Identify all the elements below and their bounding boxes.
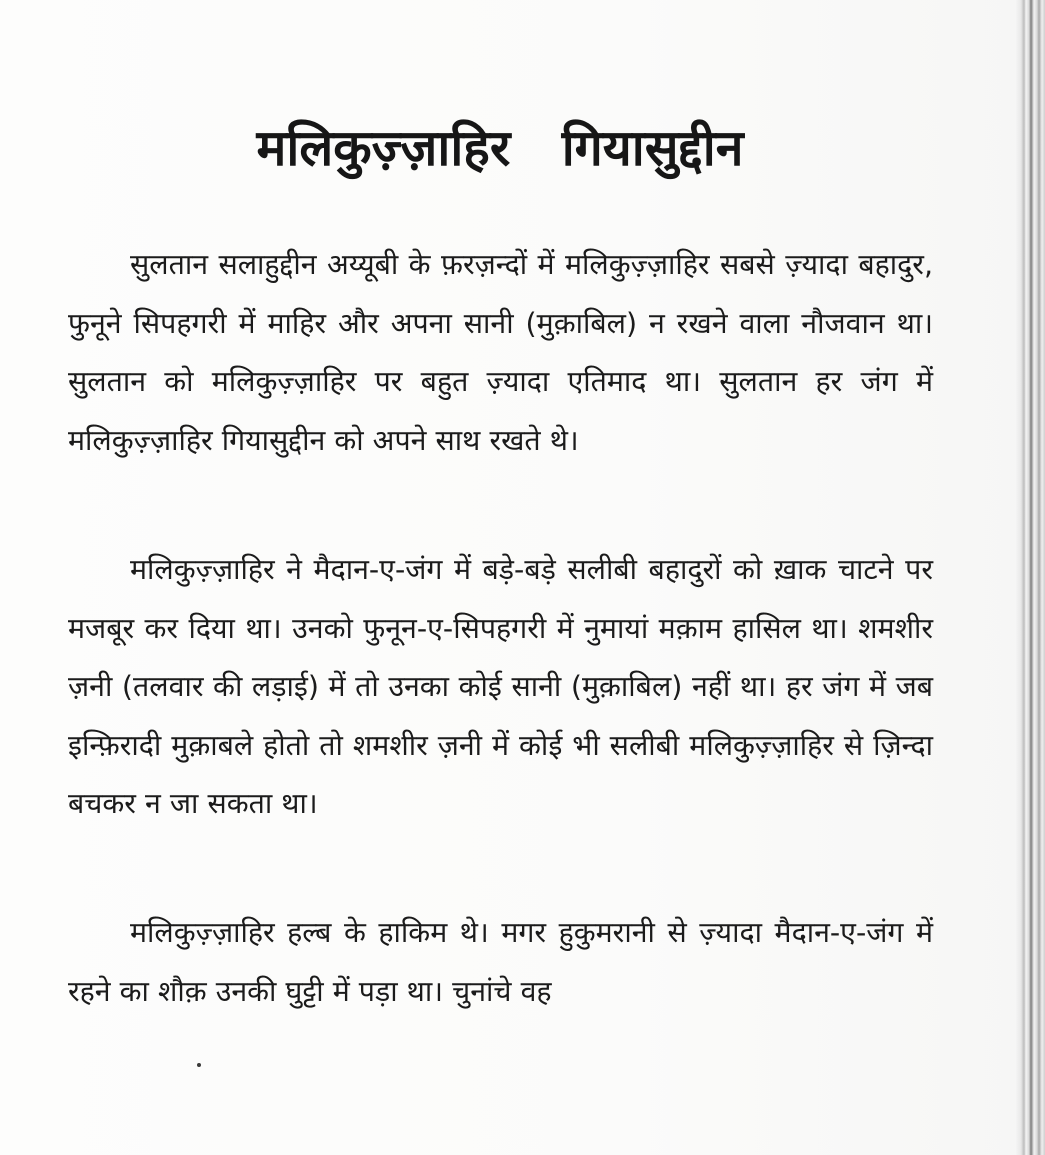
book-spine-edge bbox=[1015, 0, 1045, 1155]
chapter-title: मलिकुज़्ज़ाहिर गियासुद्दीन bbox=[256, 118, 744, 177]
paragraph-1: सुलतान सलाहुद्दीन अय्यूबी के फ़रज़न्दों में मलिकुज़्ज़ाहिर सबसे ज़्यादा बहादुर, फुनूने सिपहगरी में माहिर और अपना सानी (मुक़ाबिल) न रखने वाला नौजवान था। सुलतान को मलिकुज़्ज़ाहिर पर बहुत ज़्यादा एतिमाद था। सुलतान हर जंग में मलिकुज़्ज़ाहिर गियासुद्दीन को अपने साथ रखते थे। bbox=[68, 248, 933, 457]
paragraph-2: मलिकुज़्ज़ाहिर ने मैदान-ए-जंग में बड़े-बड़े सलीबी बहादुरों को ख़ाक चाटने पर मजबूर कर दिया था। उनको फुनून-ए-सिपहगरी में नुमायां मक़ाम हासिल था। शमशीर ज़नी (तलवार की लड़ाई) में तो उनका कोई सानी (मुक़ाबिल) नहीं था। हर जंग में जब इन्फ़िरादी मुक़ाबले होतो तो शमशीर ज़नी में कोई भी सलीबी मलिकुज़्ज़ाहिर से ज़िन्दा बचकर न जा सकता था। bbox=[68, 553, 933, 820]
ink-speck bbox=[197, 1063, 201, 1067]
paragraph-3: मलिकुज़्ज़ाहिर हल्ब के हाकिम थे। मगर हुकुमरानी से ज़्यादा मैदान-ए-जंग में रहने का शौक़ उनकी घुट्टी में पड़ा था। चुनांचे वह bbox=[68, 916, 933, 1008]
